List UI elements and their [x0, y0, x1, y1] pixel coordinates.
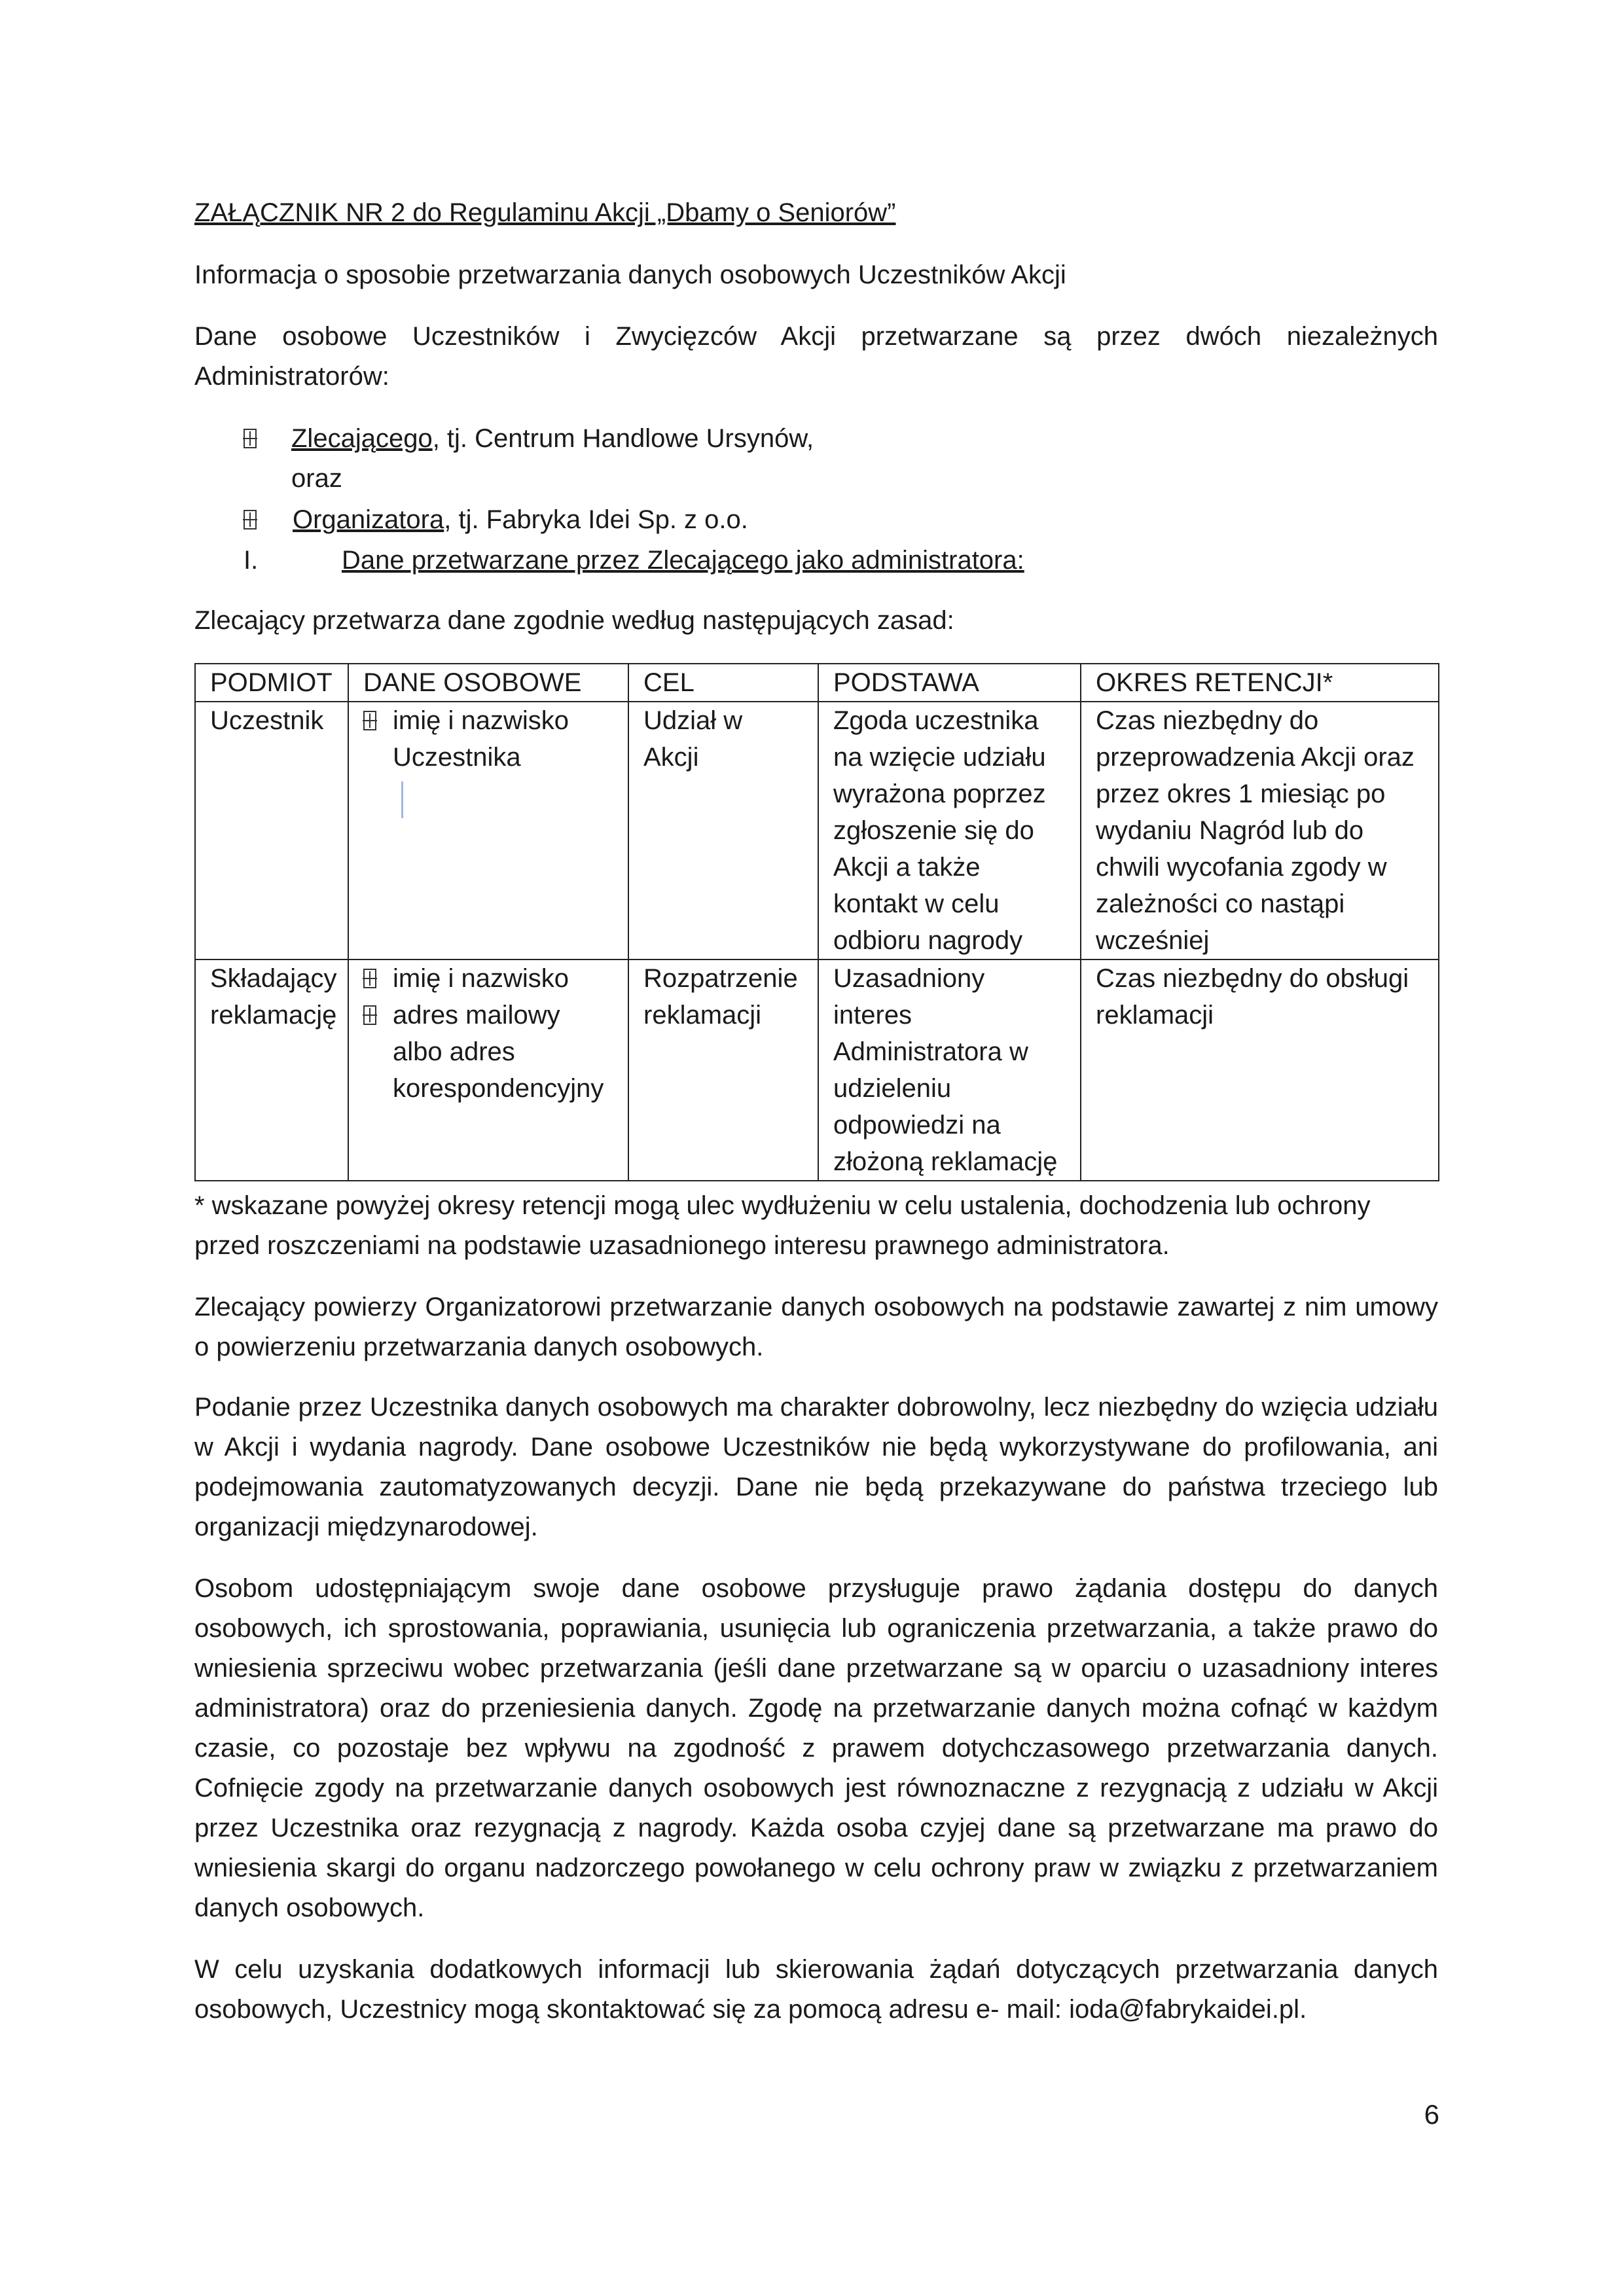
- text-cursor: [401, 781, 403, 818]
- cell-podstawa: Uzasadniony interes Administratora w udzieleniu odpowiedzi na złożoną reklamację: [818, 960, 1081, 1181]
- bullet-icon: [363, 711, 376, 730]
- section-number: I.: [244, 546, 259, 575]
- paragraph-1: Zlecający powierzy Organizatorowi przetwarzanie danych osobowych na podstawie zawartej z nim umowy o powierzeniu przetwarzania danych osobowych.: [194, 1293, 1438, 1361]
- table-header-row: [195, 664, 1439, 702]
- table-header-cell: OKRES RETENCJI*: [1081, 664, 1439, 702]
- paragraph-2: Podanie przez Uczestnika danych osobowych ma charakter dobrowolny, lecz niezbędny do wzięcia udziału w Akcji i wydania nagrody. Dane osobowe Uczestników nie będą wykorzystywane do profilowania, ani podejmowania zautomatyzowanych decyzji. Dane nie będą przekazywane do państwa trzeciego lub organizacji międzynarodowej.: [194, 1393, 1438, 1541]
- administrator-item-2: [293, 500, 748, 540]
- list-item: [363, 997, 613, 1107]
- data-processing-table: [194, 663, 1439, 1181]
- administrator-conjunction: oraz: [291, 464, 342, 493]
- intro-line: Informacja o sposobie przetwarzania danych osobowych Uczestników Akcji: [194, 260, 1066, 289]
- cell-podmiot: Składający reklamację: [195, 960, 348, 1181]
- table-intro: Zlecający przetwarza dane zgodnie według następujących zasad:: [194, 606, 954, 635]
- dane-item-text: imię i nazwisko Uczestnika: [393, 706, 569, 772]
- administrator-detail: , tj. Fabryka Idei Sp. z o.o.: [444, 505, 748, 534]
- dane-item-text: imię i nazwisko: [393, 964, 569, 993]
- paragraph-3: Osobom udostępniającym swoje dane osobowe przysługuje prawo żądania dostępu do danych osobowych, ich sprostowania, poprawiania, usunięcia lub ograniczenia przetwarzania, a także prawo do wniesienia sprzeciwu wobec przetwarzania (jeśli dane przetwarzane są w oparciu o uzasadniony interes administratora) oraz do przeniesienia danych. Zgodę na przetwarzanie danych można cofnąć w każdym czasie, co pozostaje bez wpływu na zgodność z prawem dotychczasowego przetwarzania danych. Cofnięcie zgody na przetwarzanie danych osobowych jest równoznaczne z rezygnacją z udziału w Akcji przez Uczestnika oraz rezygnacją z nagrody. Każda osoba czyjej dane są przetwarzane ma prawo do wniesienia skargi do organu nadzorczego powołanego w celu ochrony praw w związku z przetwarzaniem danych osobowych.: [194, 1574, 1438, 1922]
- cell-dane: [348, 702, 628, 960]
- cell-okres: Czas niezbędny do obsługi reklamacji: [1081, 960, 1439, 1181]
- bullet-icon: [363, 969, 376, 988]
- table-header-cell: PODMIOT: [195, 664, 348, 702]
- cell-podmiot: Uczestnik: [195, 702, 348, 960]
- intro-paragraph: Dane osobowe Uczestników i Zwycięzców Akcji przetwarzane są przez dwóch niezależnych Administratorów:: [194, 322, 1438, 391]
- document-title: ZAŁĄCZNIK NR 2 do Regulaminu Akcji „Dbamy o Seniorów”: [194, 198, 896, 227]
- administrator-detail: , tj. Centrum Handlowe Ursynów,: [432, 424, 814, 453]
- table-row: [195, 960, 1439, 1181]
- table-header-cell: DANE OSOBOWE: [348, 664, 628, 702]
- section-heading: Dane przetwarzane przez Zlecającego jako administratora:: [342, 546, 1024, 575]
- footnote: * wskazane powyżej okresy retencji mogą ulec wydłużeniu w celu ustalenia, dochodzenia lub ochrony przed roszczeniami na podstawie uzasadnionego interesu prawnego administratora.: [194, 1191, 1371, 1260]
- administrator-name: Organizatora: [293, 505, 444, 534]
- bullet-icon: [363, 1005, 376, 1025]
- table-header-cell: PODSTAWA: [818, 664, 1081, 702]
- cell-cel: Udział w Akcji: [628, 702, 818, 960]
- list-item: [363, 960, 613, 997]
- bullet-icon: [244, 510, 257, 529]
- cell-dane: [348, 960, 628, 1181]
- list-item: [363, 702, 613, 776]
- administrator-item-1: [291, 419, 814, 459]
- paragraph-4: W celu uzyskania dodatkowych informacji lub skierowania żądań dotyczących przetwarzania danych osobowych, Uczestnicy mogą skontaktować się za pomocą adresu e- mail: ioda@fabrykaidei.pl.: [194, 1955, 1438, 2024]
- bullet-icon: [244, 429, 257, 448]
- cell-podstawa: Zgoda uczestnika na wzięcie udziału wyrażona poprzez zgłoszenie się do Akcji a także kontakt w celu odbioru nagrody: [818, 702, 1081, 960]
- table-row: [195, 702, 1439, 960]
- cell-okres: Czas niezbędny do przeprowadzenia Akcji oraz przez okres 1 miesiąc po wydaniu Nagród lub do chwili wycofania zgody w zależności co nastąpi wcześniej: [1081, 702, 1439, 960]
- page-number: 6: [1424, 2099, 1439, 2130]
- table-header-cell: CEL: [628, 664, 818, 702]
- cell-cel: Rozpatrzenie reklamacji: [628, 960, 818, 1181]
- administrator-name: Zlecającego: [291, 424, 433, 453]
- dane-item-text: adres mailowy albo adres korespondencyjny: [393, 1001, 604, 1103]
